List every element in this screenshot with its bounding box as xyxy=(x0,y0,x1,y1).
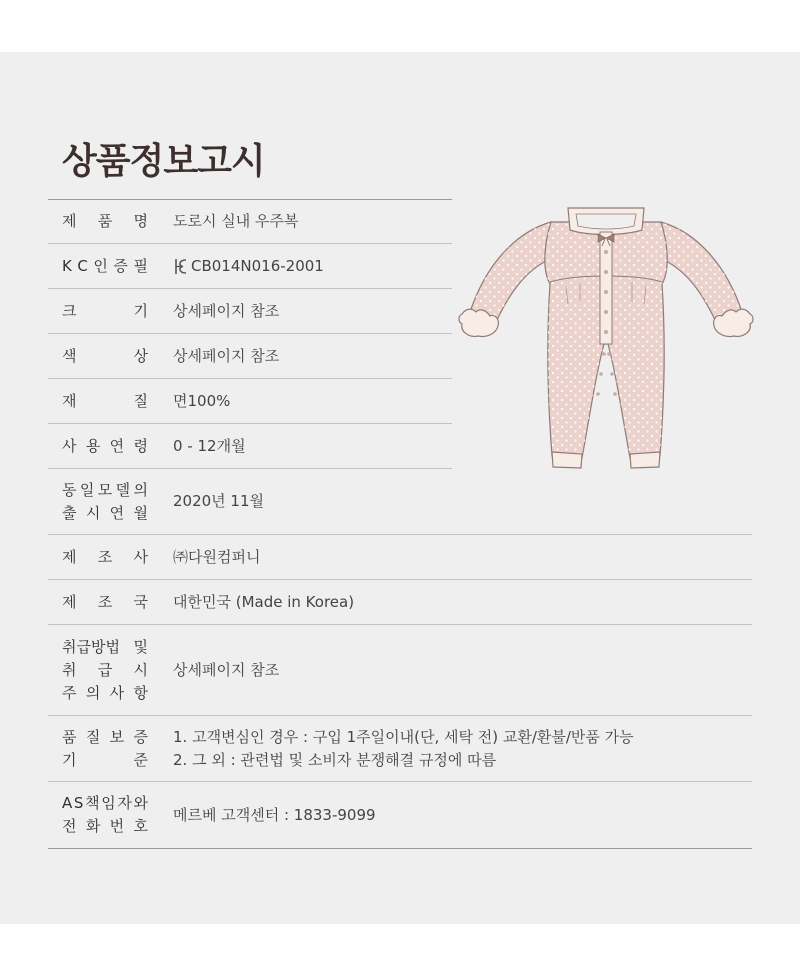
table-row xyxy=(48,625,752,716)
row-value xyxy=(173,580,752,624)
row-value xyxy=(173,200,452,243)
table-row xyxy=(48,424,452,469)
row-label-line: 색 상 xyxy=(62,346,148,365)
row-label-line: 출 시 연 월 xyxy=(62,503,148,522)
row-label xyxy=(62,200,148,243)
row-value-line: 0 - 12개월 xyxy=(173,436,246,455)
row-value-line: 1. 고객변심인 경우 : 구입 1주일이내(단, 세탁 전) 교환/환불/반품 가능 xyxy=(173,727,634,746)
row-label-line: 취급방법 및 xyxy=(62,637,148,656)
row-label-line: 품 질 보 증 xyxy=(62,727,148,746)
row-label xyxy=(62,469,148,534)
row-label xyxy=(62,535,148,579)
row-value-line: 면100% xyxy=(173,391,231,410)
row-label-line: 제 조 국 xyxy=(62,592,148,611)
table-row xyxy=(48,535,752,580)
table-row xyxy=(48,716,752,782)
row-value-line: ㈜다원컴퍼니 xyxy=(173,547,261,566)
row-label-line: A S 책 임 자 와 xyxy=(62,794,148,812)
row-label-line: 전 화 번 호 xyxy=(62,817,148,835)
row-value xyxy=(173,334,452,378)
table-row xyxy=(48,379,452,424)
row-value-line: 상세페이지 참조 xyxy=(173,660,280,679)
table-row xyxy=(48,334,452,379)
row-label xyxy=(62,379,148,423)
row-value-line: CB014N016-2001 xyxy=(191,256,324,275)
left-ankle-cuff xyxy=(552,452,582,468)
row-label-line: 제 품 명 xyxy=(62,212,148,230)
row-label-line: 사 용 연 령 xyxy=(62,436,148,455)
row-label-line: K C 인 증 필 xyxy=(62,256,148,275)
row-label xyxy=(62,782,148,848)
table-row xyxy=(48,580,752,625)
row-label-line: 크 기 xyxy=(62,301,148,320)
row-value xyxy=(173,379,452,423)
row-label xyxy=(62,580,148,624)
row-value xyxy=(173,424,452,468)
row-value xyxy=(173,782,752,848)
row-label-line: 기 준 xyxy=(62,750,148,769)
row-label-line: 취 급 시 xyxy=(62,660,148,679)
table-row xyxy=(48,782,752,849)
row-value xyxy=(173,625,752,715)
romper-product-illustration xyxy=(456,204,756,476)
row-label xyxy=(62,625,148,715)
row-label xyxy=(62,244,148,288)
row-label-line: 동 일 모 델 의 xyxy=(62,480,148,499)
table-row xyxy=(48,199,452,244)
row-value-line: 2020년 11월 xyxy=(173,492,265,510)
row-value-line: 메르베 고객센터 : 1833-9099 xyxy=(173,805,376,824)
right-ankle-cuff xyxy=(630,452,660,468)
row-value xyxy=(173,289,452,333)
row-value-line: 2. 그 외 : 관련법 및 소비자 분쟁해결 규정에 따름 xyxy=(173,750,497,769)
row-label-line: 제 조 사 xyxy=(62,547,148,566)
row-value xyxy=(173,244,452,288)
row-value-line: 상세페이지 참조 xyxy=(173,346,280,365)
table-row xyxy=(48,289,452,334)
row-value-line: 상세페이지 참조 xyxy=(173,301,280,320)
row-label xyxy=(62,289,148,333)
table-row xyxy=(48,469,752,535)
row-value xyxy=(173,535,752,579)
page-title: 상품정보고시 xyxy=(62,141,265,182)
row-label xyxy=(62,716,148,781)
row-label xyxy=(62,424,148,468)
table-row xyxy=(48,244,452,289)
row-label-line: 주 의 사 항 xyxy=(62,683,148,702)
row-value xyxy=(173,469,752,534)
row-label-line: 재 질 xyxy=(62,391,148,410)
kc-certification-icon xyxy=(173,258,188,275)
row-value-line: 대한민국 (Made in Korea) xyxy=(173,592,355,611)
button-placket xyxy=(600,232,612,344)
row-value xyxy=(173,716,752,781)
row-value-line: 도로시 실내 우주복 xyxy=(173,212,299,230)
row-label xyxy=(62,334,148,378)
